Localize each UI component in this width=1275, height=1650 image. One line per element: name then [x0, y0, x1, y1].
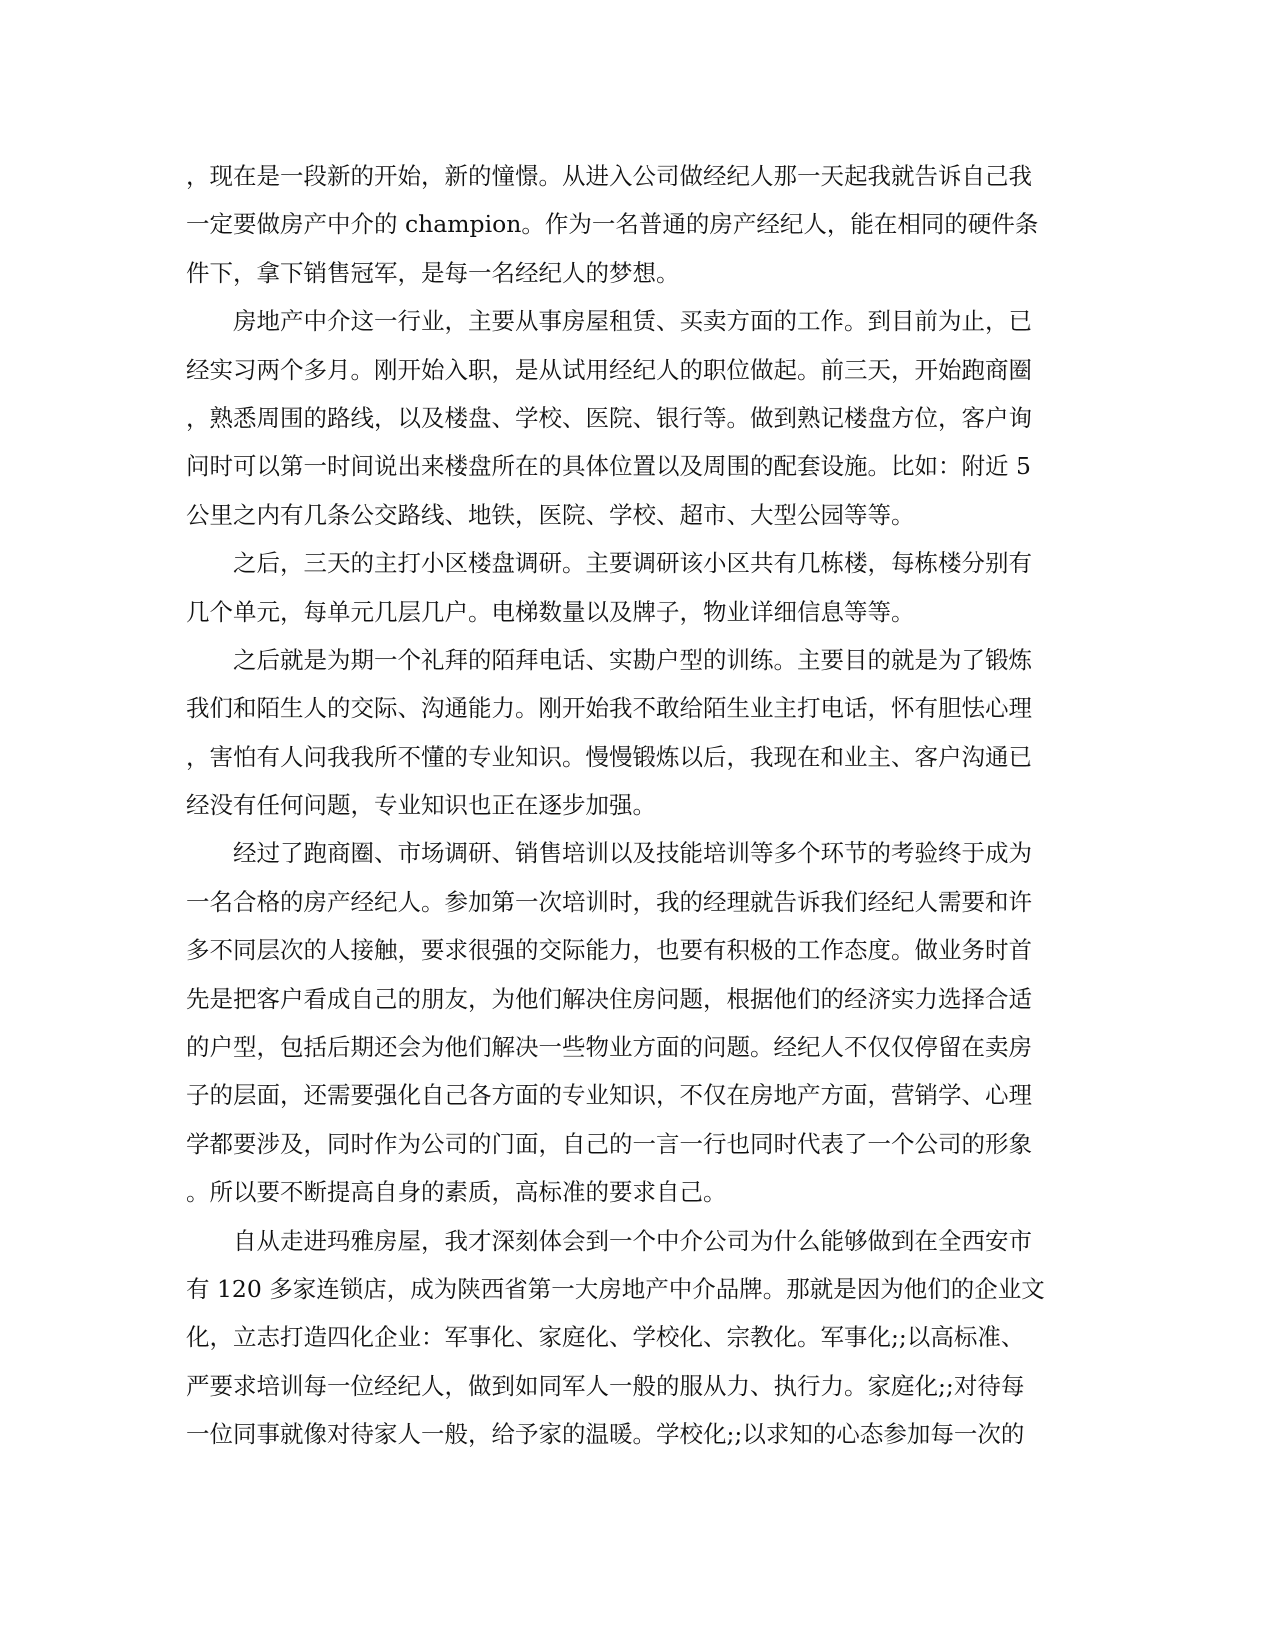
text-line: 的户型，包括后期还会为他们解决一些物业方面的问题。经纪人不仅仅停留在卖房 — [186, 1033, 1032, 1062]
text-line: 子的层面，还需要强化自己各方面的专业知识，不仅在房地产方面，营销学、心理 — [186, 1081, 1032, 1110]
text-line: 化，立志打造四化企业：军事化、家庭化、学校化、宗教化。军事化;;以高标准、 — [186, 1323, 1025, 1352]
text-line: 我们和陌生人的交际、沟通能力。刚开始我不敢给陌生业主打电话，怀有胆怯心理 — [186, 694, 1032, 723]
text-line: 公里之内有几条公交路线、地铁，医院、学校、超市、大型公园等等。 — [186, 500, 915, 529]
text-line: ，熟悉周围的路线，以及楼盘、学校、医院、银行等。做到熟记楼盘方位，客户询 — [186, 403, 1032, 432]
text-line: 多不同层次的人接触，要求很强的交际能力，也要有积极的工作态度。做业务时首 — [186, 936, 1032, 965]
text-line: ，害怕有人问我我所不懂的专业知识。慢慢锻炼以后，我现在和业主、客户沟通已 — [186, 742, 1032, 771]
text-line: 问时可以第一时间说出来楼盘所在的具体位置以及周围的配套设施。比如：附近 5 — [186, 452, 1031, 481]
text-line: 经过了跑商圈、市场调研、销售培训以及技能培训等多个环节的考验终于成为 — [233, 839, 1032, 868]
text-line: 几个单元，每单元几层几户。电梯数量以及牌子，物业详细信息等等。 — [186, 597, 915, 626]
text-line: 有 120 多家连锁店，成为陕西省第一大房地产中介品牌。那就是因为他们的企业文 — [186, 1274, 1045, 1303]
text-line: 一定要做房产中介的 champion。作为一名普通的房产经纪人，能在相同的硬件条 — [186, 210, 1039, 239]
text-line: 件下，拿下销售冠军，是每一名经纪人的梦想。 — [186, 258, 680, 287]
text-line: 自从走进玛雅房屋，我才深刻体会到一个中介公司为什么能够做到在全西安市 — [233, 1226, 1032, 1255]
text-line: 一名合格的房产经纪人。参加第一次培训时，我的经理就告诉我们经纪人需要和许 — [186, 887, 1032, 916]
text-line: 经没有任何问题，专业知识也正在逐步加强。 — [186, 791, 656, 820]
text-line: 先是把客户看成自己的朋友，为他们解决住房问题，根据他们的经济实力选择合适 — [186, 984, 1032, 1013]
text-line: 严要求培训每一位经纪人，做到如同军人一般的服从力、执行力。家庭化;;对待每 — [186, 1371, 1025, 1400]
text-line: 。所以要不断提高自身的素质，高标准的要求自己。 — [186, 1178, 727, 1207]
text-line: 之后，三天的主打小区楼盘调研。主要调研该小区共有几栋楼，每栋楼分别有 — [233, 549, 1032, 578]
text-line: 之后就是为期一个礼拜的陌拜电话、实勘户型的训练。主要目的就是为了锻炼 — [233, 645, 1032, 674]
text-line: 房地产中介这一行业，主要从事房屋租赁、买卖方面的工作。到目前为止，已 — [233, 307, 1032, 336]
text-line: 经实习两个多月。刚开始入职，是从试用经纪人的职位做起。前三天，开始跑商圈 — [186, 355, 1032, 384]
text-line: ，现在是一段新的开始，新的憧憬。从进入公司做经纪人那一天起我就告诉自己我 — [186, 162, 1032, 190]
text-line: 学都要涉及，同时作为公司的门面，自己的一言一行也同时代表了一个公司的形象 — [186, 1129, 1032, 1158]
document-body — [186, 152, 1086, 1459]
text-line: 一位同事就像对待家人一般，给予家的温暖。学校化;;以求知的心态参加每一次的 — [186, 1420, 1025, 1449]
